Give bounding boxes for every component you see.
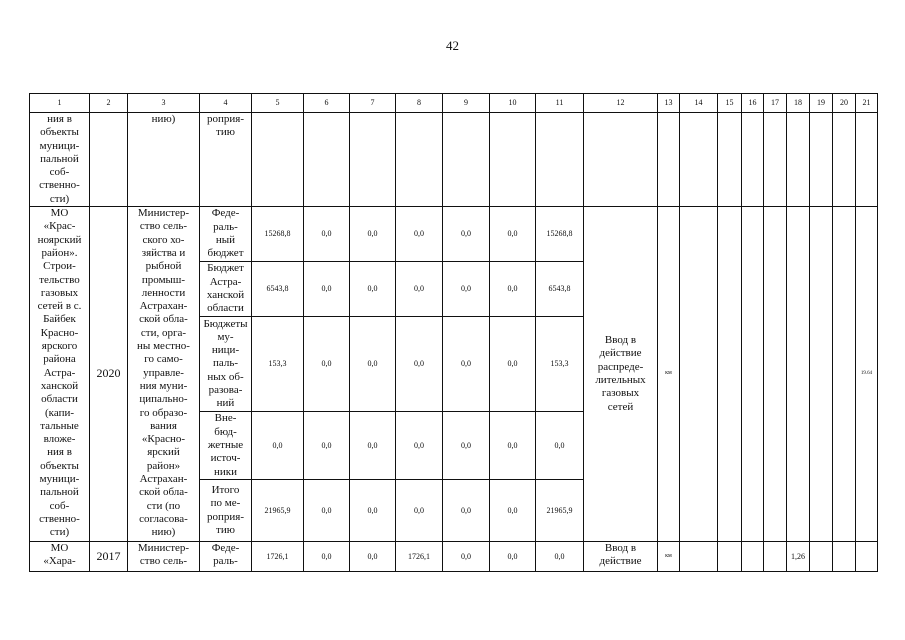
funding-source-label: Феде- раль- ный бюджет (207, 207, 244, 260)
responsible-executor: Министер- ство сель- ского хо- зяйства и рыбной промыш- ленности Астрахан- ской обла- сти, орга- ны местно- го само- управле- ния муни- ципально- го образо- вания «Красно- ярский район» Астрахан- ской обла- сти (по согласова- нию) (137, 207, 190, 539)
column-header: 11 (536, 94, 584, 113)
column-header: 6 (304, 94, 350, 113)
column-header: 5 (252, 94, 304, 113)
continuation-source-text: роприя- тию (207, 113, 244, 139)
column-header: 12 (584, 94, 658, 113)
amount-cell: 0,0 (396, 262, 443, 317)
amount-cell: 0,0 (304, 207, 350, 262)
amount-cell: 0,0 (350, 480, 396, 542)
amount-cell: 0,0 (536, 412, 584, 480)
funding-source-label: Бюджеты му- ници- паль- ных об- разова- ний (203, 317, 248, 410)
column-header: 21 (856, 94, 878, 113)
amount-cell: 1726,1 (396, 542, 443, 572)
column-header: 3 (128, 94, 200, 113)
amount-cell: 0,0 (396, 412, 443, 480)
amount-cell: 0,0 (490, 317, 536, 412)
amount-cell: 6543,8 (252, 262, 304, 317)
amount-cell: 0,0 (443, 412, 490, 480)
unit-of-measure: км (658, 207, 680, 542)
project-b-row (30, 542, 878, 572)
amount-cell: 1726,1 (252, 542, 304, 572)
column-header: 16 (742, 94, 764, 113)
amount-cell: 0,0 (350, 542, 396, 572)
responsible-executor: Министер- ство сель- (137, 542, 190, 568)
amount-cell: 0,0 (396, 207, 443, 262)
amount-cell: 0,0 (304, 542, 350, 572)
target-value-cell: 1,26 (787, 542, 810, 572)
amount-cell: 0,0 (350, 317, 396, 412)
amount-cell: 0,0 (443, 480, 490, 542)
amount-cell: 21965,9 (536, 480, 584, 542)
target-value-cell: 19.64 (856, 207, 878, 542)
amount-cell: 0,0 (490, 480, 536, 542)
amount-cell: 153,3 (252, 317, 304, 412)
continuation-row (30, 113, 878, 207)
amount-cell: 0,0 (396, 317, 443, 412)
column-header: 9 (443, 94, 490, 113)
column-header: 4 (200, 94, 252, 113)
amount-cell: 6543,8 (536, 262, 584, 317)
column-header: 18 (787, 94, 810, 113)
column-header: 19 (810, 94, 833, 113)
amount-cell: 0,0 (443, 542, 490, 572)
column-header: 2 (90, 94, 128, 113)
amount-cell: 0,0 (350, 207, 396, 262)
column-header: 14 (680, 94, 718, 113)
continuation-executor-text: нию) (151, 113, 176, 125)
amount-cell: 15268,8 (536, 207, 584, 262)
amount-cell: 0,0 (396, 480, 443, 542)
amount-cell: 0,0 (350, 412, 396, 480)
funding-source-label: Вне- бюд- жетные источ- ники (207, 412, 244, 478)
column-header: 7 (350, 94, 396, 113)
amount-cell: 0,0 (304, 317, 350, 412)
column-number-row (30, 94, 878, 113)
amount-cell: 0,0 (443, 317, 490, 412)
amount-cell: 0,0 (304, 262, 350, 317)
amount-cell: 0,0 (252, 412, 304, 480)
event-description: МО «Крас- ноярский район». Строи- тельство газовых сетей в с. Байбек Красно- ярского района Астра- ханской области (капи- тальные вложе- ния в объекты муници- пальной соб- ственно- сти) (37, 207, 82, 539)
amount-cell: 0,0 (536, 542, 584, 572)
amount-cell: 0,0 (490, 542, 536, 572)
column-header: 17 (764, 94, 787, 113)
column-header: 13 (658, 94, 680, 113)
amount-cell: 0,0 (350, 262, 396, 317)
amount-cell: 0,0 (490, 207, 536, 262)
funding-source-label: Бюджет Астра- ханской области (206, 262, 245, 315)
result-indicator: Ввод в действие (599, 542, 642, 568)
column-header: 10 (490, 94, 536, 113)
amount-cell: 0,0 (443, 207, 490, 262)
amount-cell: 0,0 (304, 412, 350, 480)
funding-source-label: Феде- раль- (211, 542, 240, 568)
column-header: 8 (396, 94, 443, 113)
column-header: 15 (718, 94, 742, 113)
amount-cell: 0,0 (304, 480, 350, 542)
funding-source-label: Итого по ме- роприя- тию (207, 483, 244, 536)
page-number: 42 (446, 38, 459, 53)
amount-cell: 0,0 (443, 262, 490, 317)
result-indicator: Ввод в действие распреде- лительных газовых сетей (595, 334, 646, 413)
unit-of-measure: км (658, 542, 680, 572)
continuation-event-text: ния в объекты муници- пальной соб- ственно- сти) (39, 113, 80, 205)
amount-cell: 0,0 (490, 262, 536, 317)
amount-cell: 21965,9 (252, 480, 304, 542)
event-description: МО «Хара- (43, 542, 76, 568)
column-header: 20 (833, 94, 856, 113)
funding-row-federal (30, 207, 878, 262)
program-table (29, 93, 878, 572)
event-year: 2017 (90, 542, 128, 572)
amount-cell: 153,3 (536, 317, 584, 412)
event-year: 2020 (90, 207, 128, 542)
column-header: 1 (30, 94, 90, 113)
amount-cell: 15268,8 (252, 207, 304, 262)
amount-cell: 0,0 (490, 412, 536, 480)
